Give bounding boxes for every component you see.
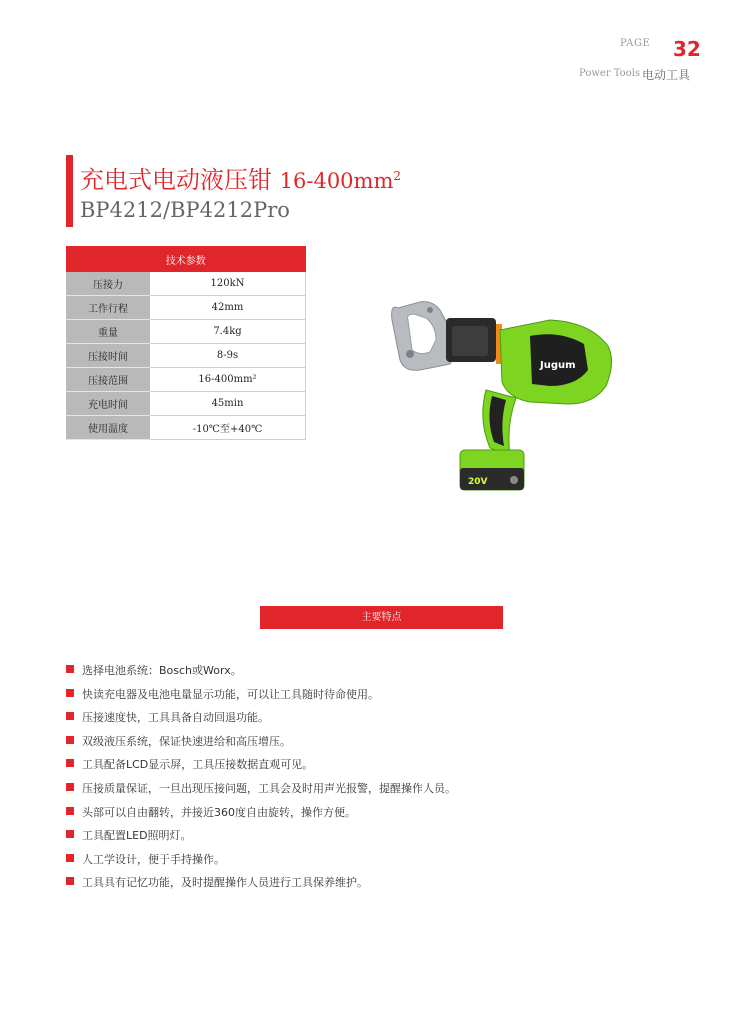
- product-model: BP4212/BP4212Pro: [80, 198, 290, 222]
- bullet-square-icon: [66, 807, 74, 815]
- feature-item: [66, 662, 456, 686]
- feature-text: 选择电池系统：Bosch或Worx。: [82, 664, 242, 677]
- spec-row: [66, 296, 306, 320]
- bullet-square-icon: [66, 689, 74, 697]
- feature-text: 人工学设计，便于手持操作。: [82, 852, 225, 866]
- spec-label: 工作行程: [66, 296, 150, 320]
- spec-label: 压接力: [66, 272, 150, 296]
- feature-item: [66, 874, 456, 898]
- title-accent-bar: [66, 155, 73, 227]
- feature-text: 工具具有记忆功能，及时提醒操作人员进行工具保养维护。: [82, 876, 368, 890]
- spec-table-heading: 技术参数: [66, 246, 306, 272]
- spec-label: 重量: [66, 320, 150, 344]
- spec-label: 压接时间: [66, 344, 150, 368]
- feature-text: 压接质量保证，一旦出现压接问题，工具会及时用声光报警，提醒操作人员。: [82, 781, 456, 795]
- spec-value: 7.4kg: [150, 320, 306, 344]
- spec-label: 压接范围: [66, 368, 150, 392]
- features-heading: 主要特点: [260, 606, 503, 629]
- spec-value: -10℃至+40℃: [150, 416, 306, 440]
- spec-label: 充电时间: [66, 392, 150, 416]
- feature-text: 压接速度快，工具具备自动回退功能。: [82, 711, 269, 725]
- feature-text: 双级液压系统，保证快速进给和高压增压。: [82, 734, 291, 748]
- hydraulic-crimper-image: [380, 290, 630, 505]
- spec-value: 8-9s: [150, 344, 306, 368]
- feature-item: [66, 709, 456, 733]
- bullet-square-icon: [66, 759, 74, 767]
- feature-item: [66, 851, 456, 875]
- bullet-square-icon: [66, 736, 74, 744]
- bullet-square-icon: [66, 877, 74, 885]
- bullet-square-icon: [66, 830, 74, 838]
- feature-item: [66, 756, 456, 780]
- feature-text: 工具配置LED照明灯。: [82, 829, 192, 843]
- product-size: $16-400mm^2$: [279, 169, 402, 193]
- feature-item: [66, 780, 456, 804]
- spec-value: 42mm: [150, 296, 306, 320]
- spec-row: [66, 344, 306, 368]
- battery-label: 20V: [468, 477, 488, 487]
- feature-item: [66, 686, 456, 710]
- page-number: 32: [673, 37, 701, 61]
- spec-label: 使用温度: [66, 416, 150, 440]
- spec-row: [66, 272, 306, 296]
- spec-table: [66, 246, 306, 440]
- spec-row: [66, 416, 306, 440]
- feature-text: 快读充电器及电池电量显示功能，可以让工具随时待命使用。: [82, 687, 379, 701]
- page-label: PAGE: [620, 38, 651, 49]
- bullet-square-icon: [66, 783, 74, 791]
- spec-row: [66, 392, 306, 416]
- spec-value: 16-400mm²: [150, 368, 306, 392]
- product-name-cn: 充电式电动液压钳: [80, 166, 272, 194]
- spec-value: 120kN: [150, 272, 306, 296]
- feature-text: 工具配备LCD显示屏，工具压接数据直观可见。: [82, 758, 314, 772]
- spec-row: [66, 368, 306, 392]
- feature-text: 头部可以自由翻转，并接近360度自由旋转，操作方便。: [82, 805, 356, 819]
- feature-item: [66, 804, 456, 828]
- feature-item: [66, 827, 456, 851]
- bullet-square-icon: [66, 712, 74, 720]
- category-en: Power Tools: [579, 68, 641, 79]
- spec-value: 45min: [150, 392, 306, 416]
- features-list: [66, 662, 456, 898]
- category-cn: 电动工具: [642, 68, 691, 82]
- product-title: [80, 160, 401, 195]
- spec-row: [66, 320, 306, 344]
- bullet-square-icon: [66, 665, 74, 673]
- bullet-square-icon: [66, 854, 74, 862]
- feature-item: [66, 733, 456, 757]
- brand-label: Jugum: [540, 360, 576, 371]
